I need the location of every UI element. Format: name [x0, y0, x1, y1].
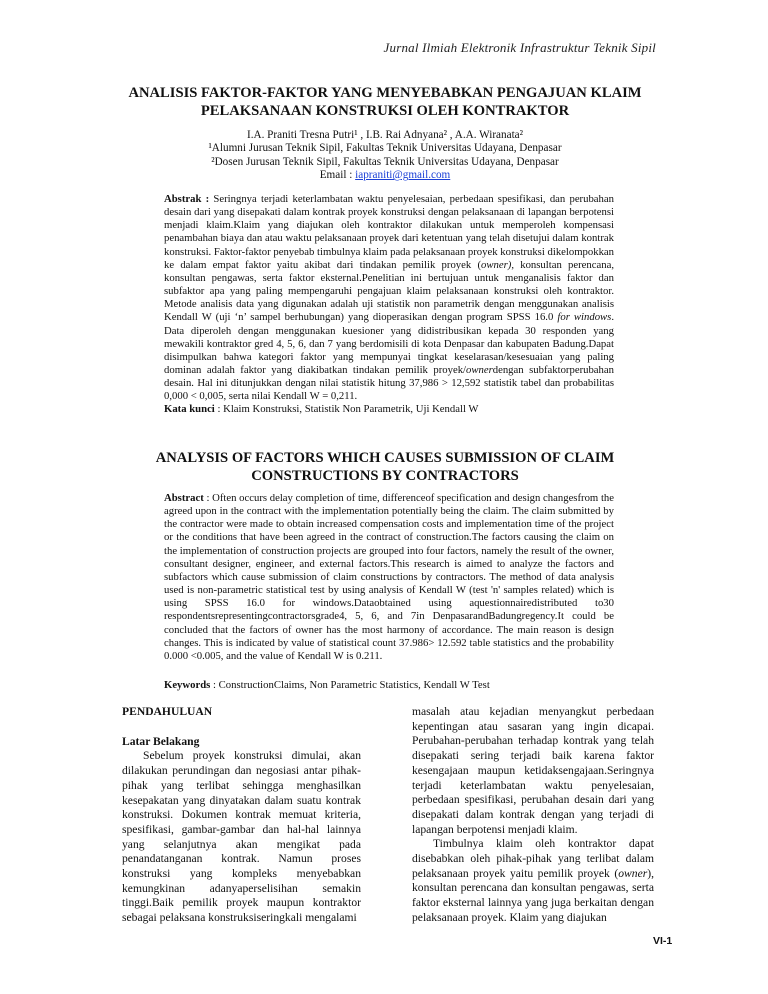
abstract-id-for-windows-italic: for windows — [557, 311, 612, 324]
title-id-line1: ANALISIS FAKTOR-FAKTOR YANG MENYEBABKAN PENGAJUAN KLAIM — [128, 85, 642, 101]
subsection-heading-latar-belakang: Latar Belakang — [122, 734, 200, 748]
email-line — [120, 169, 650, 182]
email-label: Email : — [319, 169, 356, 182]
title-en-line2: CONSTRUCTIONS BY CONTRACTORS — [251, 468, 519, 484]
section-heading-pendahuluan: PENDAHULUAN — [122, 705, 213, 718]
abstract-id-owner2-italic: owner — [466, 364, 493, 377]
affiliation-2: ²Dosen Jurusan Teknik Sipil, Fakultas Teknik Universitas Udayana, Denpasar — [211, 155, 559, 168]
abstract-id-text-3: . Data diperoleh dengan menggunakan kuesioner yang didistribusikan kepada 30 responden yang mewakili kontraktor gred 4, 5, 6, dan 7 yang berdomisili di kota Denpasar dan kabupaten Badung.Dapat disimpulkan bahwa kategori faktor yang mempunyai tingkat keselarasan/kesesuaian yang paling dominan adalah faktor yang diakibatkan tindakan pemilik proyek/ — [164, 311, 614, 377]
abstract-id-text-1: Seringnya terjadi keterlambatan waktu penyelesaian, perbedaan spesifikasi, dan perubahan desain dari yang disepakati dalam kontrak proyek konstruksi dengan pelaksanaan di lapangan berpotensi menjadi klaim.Klaim yang diajukan oleh kontraktor dilakukan untuk memperoleh kompensasi penambahan biaya dan atau waktu pelaksanaan proyek dari ketentuan yang telah disetujui dalam kontrak konstruksi. Faktor-faktor penyebab timbulnya klaim pada pelaksanaan proyek konstruksi dikelompokkan ke dalam empat faktor yaitu akibat dari tindakan pemilik proyek ( — [164, 193, 614, 271]
affiliation-1: ¹Alumni Jurusan Teknik Sipil, Fakultas Teknik Universitas Udayana, Denpasar — [208, 142, 562, 155]
abstract-indonesian — [164, 193, 614, 404]
title-english — [120, 449, 650, 485]
keywords-indonesian — [164, 403, 614, 416]
body-paragraph-right-1: masalah atau kejadian menyangkut perbedaan kepentingan atau sasaran yang ingin dicapai. Perubahan-perubahan terhadap kontrak yang telah disepakati sering terjadi baik karena faktor kesengajaan maupun ketidaksengajaan.Seringnya terjadi keterlambatan waktu penyelesaian, perbedaan spesifikasi, perubahan desain dari yang disepakati dalam kontrak dengan yang terjadi di lapangan berpotensi menjadi klaim. — [412, 705, 654, 836]
email-link[interactable]: iapraniti@gmail.com — [355, 169, 451, 182]
abstract-en-label: Abstract — [164, 492, 204, 504]
body-right-2-owner-italic: owner — [618, 866, 648, 880]
keywords-en-text: : ConstructionClaims, Non Parametric Statistics, Kendall W Test — [210, 679, 490, 691]
body-column-right — [412, 705, 654, 926]
body-paragraph-left: Sebelum proyek konstruksi dimulai, akan dilakukan perundingan dan negosiasi antar pihak-pihak yang terlibat sehingga menghasilkan kesepakatan yang dinyatakan dalam suatu kontrak konstruksi. Dokumen kontrak memuat kriteria, spesifikasi, gambar-gambar dan hal-hal lainnya yang selanjutnya akan mengikat pada penandatanganan kontrak. Namun proses konstruksi yang kompleks menyebabkan kemungkinan adanyaperselisihan semakin tinggi.Baik pemilik proyek maupun kontraktor sebagai pelaksana konstruksiseringkali mengalami — [122, 749, 361, 925]
author-names: I.A. Praniti Tresna Putri¹ , I.B. Rai Adnyana² , A.A. Wiranata² — [246, 129, 523, 141]
keywords-english — [164, 679, 614, 692]
keywords-id-label: Kata kunci — [164, 403, 215, 415]
author-block — [120, 129, 650, 183]
abstract-id-label: Abstrak : — [164, 193, 210, 205]
title-id-line2: PELAKSANAAN KONSTRUKSI OLEH KONTRAKTOR — [200, 103, 570, 119]
title-en-line1: ANALYSIS OF FACTORS WHICH CAUSES SUBMISSION OF CLAIM — [155, 450, 615, 466]
page-number: VI-1 — [653, 935, 673, 947]
body-column-left — [122, 705, 361, 926]
abstract-id-text-2: , konsultan perencana, konsultan pengawas, serta faktor eksternal.Penelitian ini bertujuan untuk menganalisis faktor dan subfaktor apa yang paling mempengaruhi pengajuan klaim pelaksanaan konstruksi oleh kontraktor. Metode analisis data yang digunakan adalah uji statistik non parametrik dengan menggunakan analisis Kendall W (uji ‘n’ sampel berhubungan) yang dioperasikan dengan program SPSS 16.0 — [164, 258, 615, 324]
journal-running-header: Jurnal Ilmiah Elektronik Infrastruktur Teknik Sipil — [383, 40, 656, 55]
abstract-id-text-4: dengan subfaktorperubahan desain. Hal ini ditunjukkan dengan nilai statistik hitung 37,986 > 12,592 statistik tabel dan probabilitas 0,000 < 0,005, serta nilai Kendall W = 0,211. — [164, 364, 614, 403]
body-right-2-text-b: ), konsultan perencana dan konsultan pengawas, serta faktor eksternal lainnya yang juga berkaitan dengan pelaksanaan proyek. Klaim yang diajukan — [412, 866, 654, 924]
abstract-en-text: : Often occurs delay completion of time, differenceof specification and design changesfrom the agreed upon in the contract with the implementation potentially being the claim. The claim submitted by the contractor were made to obtain increased compensation costs and implementation time of the project or the conditions that have been agreed in the contract of construction.The factors causing the claim on the implementation of construction projects are grouped into four factors, namely the result of the owner, consultant designer, engineer, and external factors.This research is aimed to analyze the factors and subfactors which cause submission of claim constructions by contractors. The method of data analysis used is non-parametric statistical test by using analysis of Kendall W (test 'n' samples related) which is using SPSS 16.0 for windows.Dataobtained using aquestionnairedistributed to30 respondentsrepresentingcontractorsgrade4, 5, 6, and 7in DenpasarandBadungregency.It could be concluded that the factors of owner has the most harmony of accordance. The main reason is design changes. This is indicated by value of statistical count 37.986> 12.592 table statistics and the probability 0.000 <0.005, and the value of Kendall W is 0.211. — [164, 492, 614, 662]
keywords-en-label: Keywords — [164, 679, 211, 691]
title-indonesian — [120, 84, 650, 120]
body-paragraph-right-2 — [412, 837, 654, 925]
body-right-2-text-a: Timbulnya klaim oleh kontraktor dapat disebabkan oleh pihak-pihak yang terlibat dalam pelaksanaan proyek yaitu pemilik proyek ( — [412, 837, 654, 880]
keywords-id-text: : Klaim Konstruksi, Statistik Non Parametrik, Uji Kendall W — [214, 403, 479, 415]
abstract-id-owner-italic: owner) — [481, 258, 512, 271]
abstract-english — [164, 492, 614, 663]
